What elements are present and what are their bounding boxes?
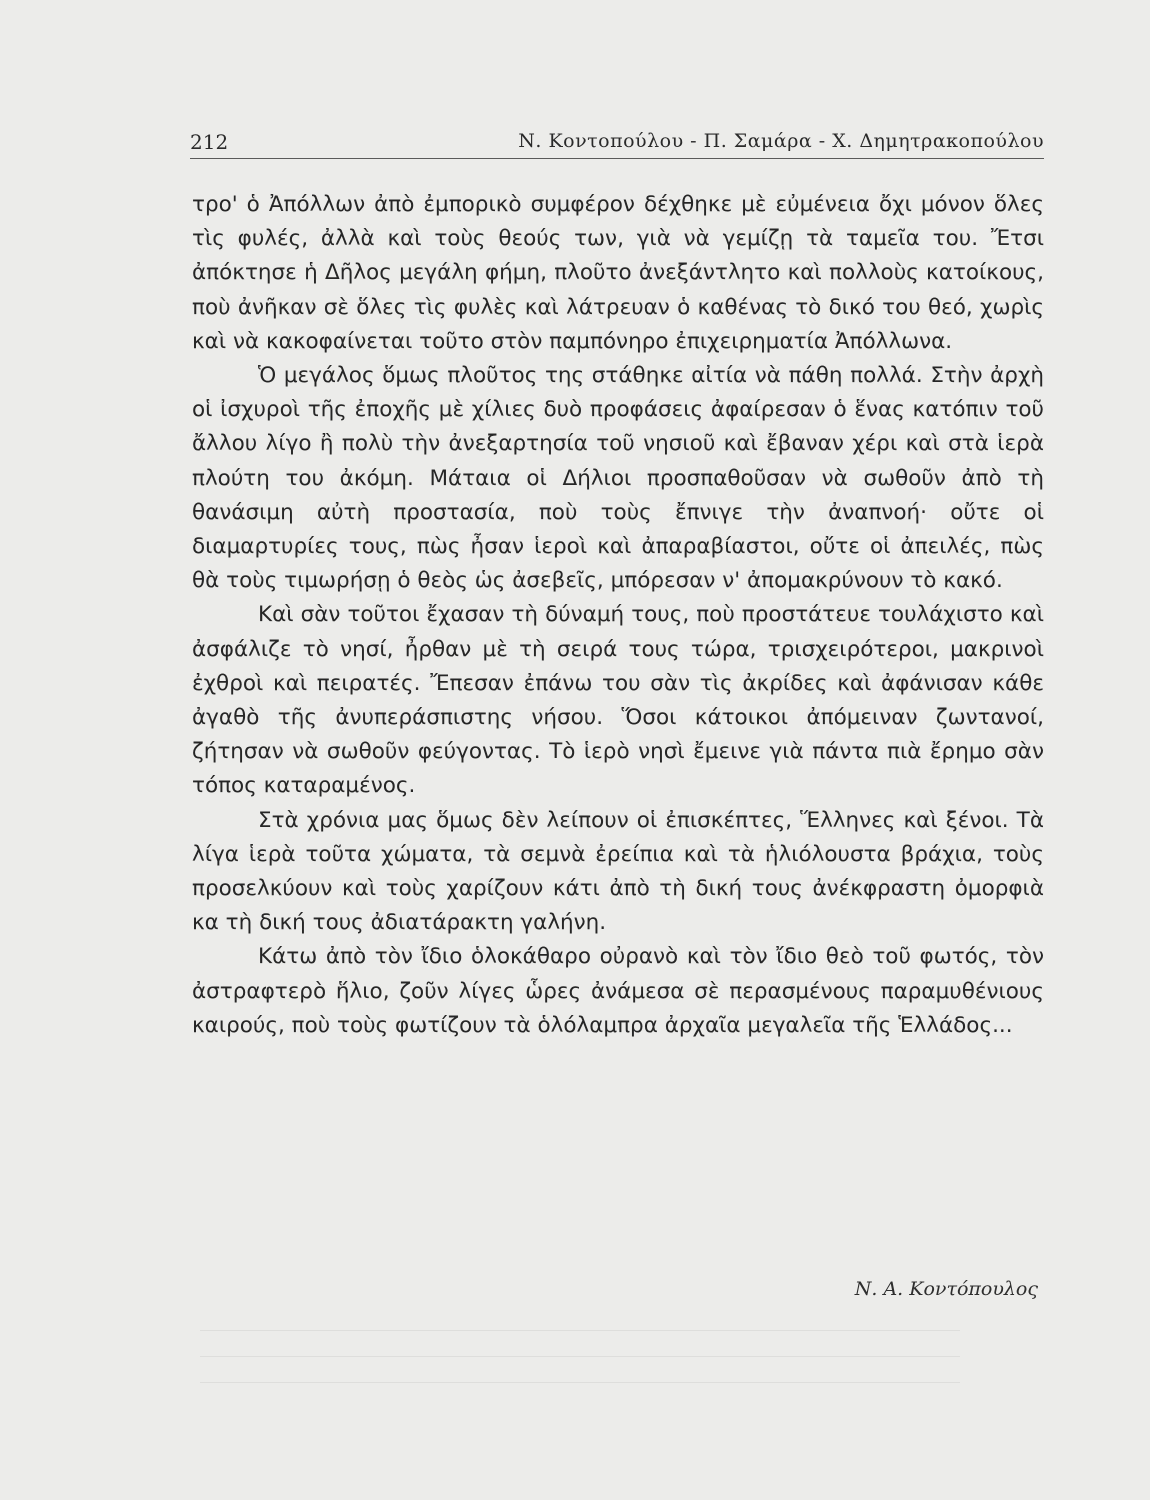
show-through-texture bbox=[200, 1330, 960, 1390]
body-text bbox=[192, 188, 1044, 1043]
page-number: 212 bbox=[190, 130, 229, 154]
author-signature: Ν. Α. Κοντόπουλος bbox=[854, 1278, 1038, 1300]
paragraph-5: Κάτω ἀπὸ τὸν ἴδιο ὁλοκάθαρο οὐρανὸ καὶ τὸν ἴδιο θεὸ τοῦ φωτός, τὸν ἀστραφτερὸ ἥλιο, ζοῦν λίγες ὧρες ἀνάμεσα σὲ περασμένους παραμυθένιους καιρούς, ποὺ τοὺς φωτίζουν τὰ ὁλόλαμπρα ἀρχαῖα μεγαλεῖα τῆς Ἑλλάδος... bbox=[192, 944, 1044, 1038]
page-header bbox=[190, 128, 1044, 159]
running-head: Ν. Κοντοπούλου - Π. Σαμάρα - Χ. Δημητρακοπούλου bbox=[518, 130, 1044, 152]
paragraph-1: τρο' ὁ Ἀπόλλων ἀπὸ ἐμπορικὸ συμφέρον δέχθηκε μὲ εὐμένεια ὄχι μόνον ὅλες τὶς φυλές, ἀλλὰ καὶ τοὺς θεούς των, γιὰ νὰ γεμίζῃ τὰ ταμεῖα του. Ἔτσι ἀπόκτησε ἡ Δῆλος μεγάλη φήμη, πλοῦτο ἀνεξάντλητο καὶ πολλοὺς κατοίκους, ποὺ ἀνῆκαν σὲ ὅλες τὶς φυλὲς καὶ λάτρευαν ὁ καθένας τὸ δικό του θεό, χωρὶς καὶ νὰ κακοφαίνεται τοῦτο στὸν παμπόνηρο ἐπιχειρηματία Ἀπόλλωνα. bbox=[192, 192, 1044, 354]
paragraph-4: Στὰ χρόνια μας ὅμως δὲν λείπουν οἱ ἐπισκέπτες, Ἕλληνες καὶ ξένοι. Τὰ λίγα ἱερὰ τοῦτα χώματα, τὰ σεμνὰ ἐρείπια καὶ τὰ ἡλιόλουστα βράχια, τοὺς προσελκύουν καὶ τοὺς χαρίζουν κάτι ἀπὸ τὴ δική τους ἀνέκφραστη ὀμορφιὰ κα τὴ δική τους ἀδιατάρακτη γαλήνη. bbox=[192, 807, 1044, 936]
paragraph-2: Ὁ μεγάλος ὅμως πλοῦτος της στάθηκε αἰτία νὰ πάθη πολλά. Στὴν ἀρχὴ οἱ ἰσχυροὶ τῆς ἐποχῆς μὲ χίλιες δυὸ προφάσεις ἀφαίρεσαν ὁ ἕνας κατόπιν τοῦ ἄλλου λίγο ἢ πολὺ τὴν ἀνεξαρτησία τοῦ νησιοῦ καὶ ἔβαναν χέρι καὶ στὰ ἱερὰ πλούτη του ἀκόμη. Μάταια οἱ Δήλιοι προσπαθοῦσαν νὰ σωθοῦν ἀπὸ τὴ θανάσιμη αὐτὴ προστασία, ποὺ τοὺς ἔπνιγε τὴν ἀναπνοή· οὔτε οἱ διαμαρτυρίες τους, πὼς ἦσαν ἱεροὶ καὶ ἀπαραβίαστοι, οὔτε οἱ ἀπειλές, πὼς θὰ τοὺς τιμωρήσῃ ὁ θεὸς ὡς ἀσεβεῖς, μπόρεσαν ν' ἀπομακρύνουν τὸ κακό. bbox=[192, 363, 1044, 594]
paragraph-3: Καὶ σὰν τοῦτοι ἔχασαν τὴ δύναμή τους, ποὺ προστάτευε τουλάχιστο καὶ ἀσφάλιζε τὸ νησί, ἦρθαν μὲ τὴ σειρά τους τώρα, τρισχειρότεροι, μακρινοὶ ἐχθροὶ καὶ πειρατές. Ἔπεσαν ἐπάνω του σὰν τὶς ἀκρίδες καὶ ἀφάνισαν κάθε ἀγαθὸ τῆς ἀνυπεράσπιστης νήσου. Ὅσοι κάτοικοι ἀπόμειναν ζωντανοί, ζήτησαν νὰ σωθοῦν φεύγοντας. Τὸ ἱερὸ νησὶ ἔμεινε γιὰ πάντα πιὰ ἔρημο σὰν τόπος καταραμένος. bbox=[192, 602, 1044, 799]
